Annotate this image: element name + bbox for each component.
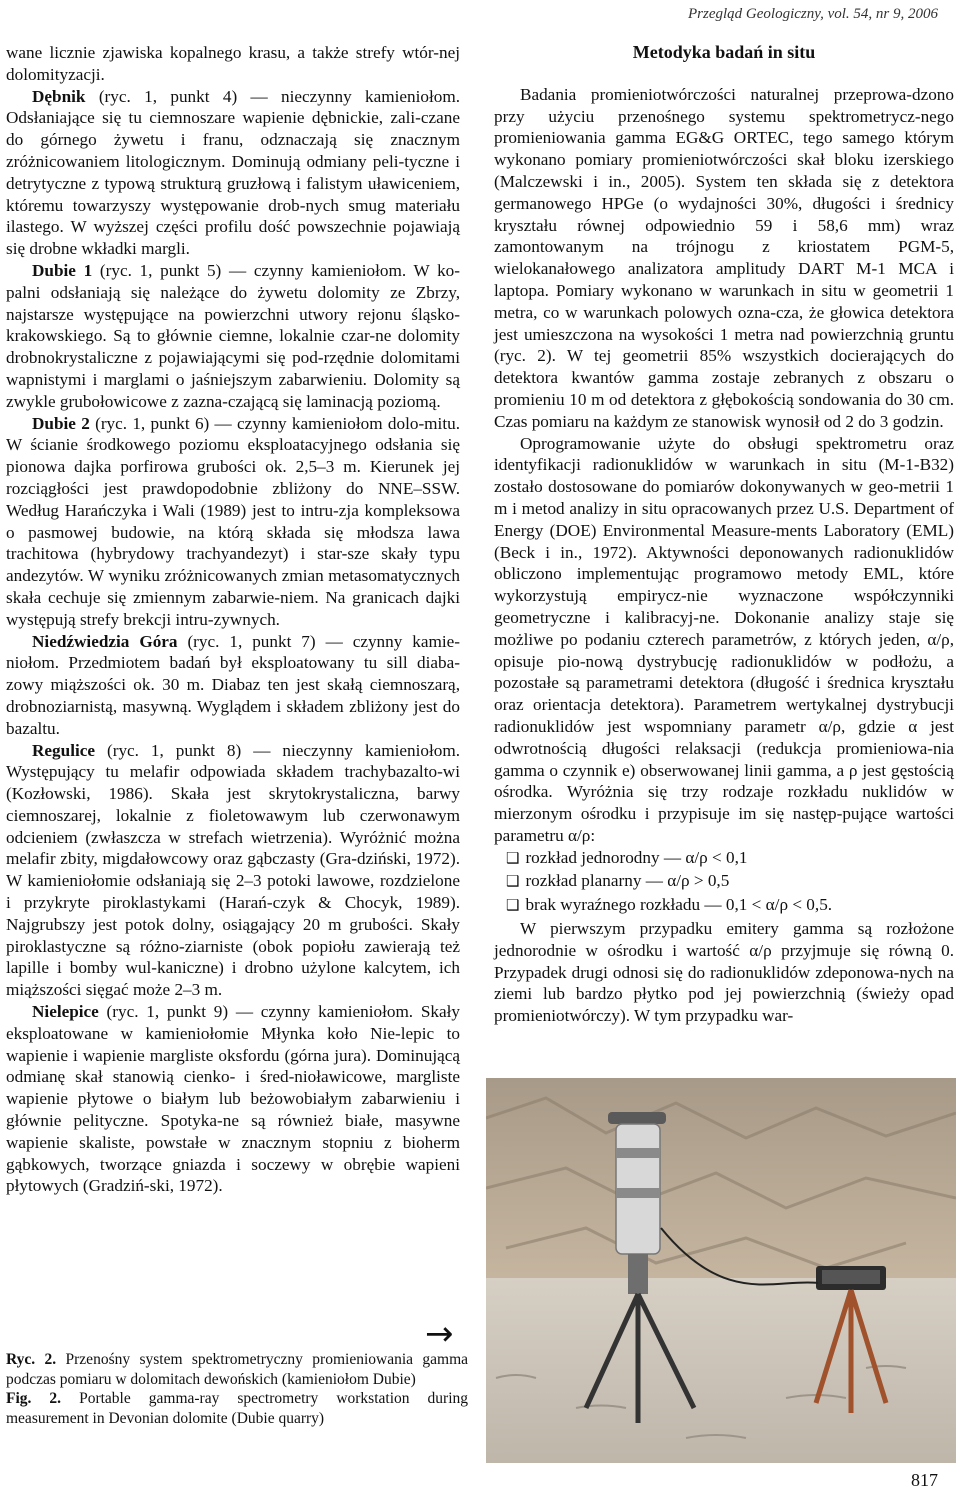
- figure-caption: [6, 1350, 468, 1428]
- paragraph-dubie-1: Dubie 1 (ryc. 1, punkt 5) — czynny kamieniołom. W ko-palni odsłaniają się należące do żywetu dolomity ze Zbrzy, najstarsze występujące na powierzchni utwory rejonu śląsko-krakowskiego. Są to głównie ciemne, lokalnie czar-ne dolomity drobnokrystaliczne z pojawiającymi się pod-rzędnie dolomitami wapnistymi i marglami o jaśniejszym zabarwieniu. Dolomity są zwykle grubołowicowe z zazna-czającą się laminacją poziomą.: [6, 260, 460, 411]
- list-item: ❑ rozkład planarny — α/ρ > 0,5: [506, 870, 954, 894]
- checkbox-bullet-icon: ❑: [506, 874, 520, 891]
- caption-english: Fig. 2. Portable gamma-ray spectrometry workstation during measurement in Devonian dolomite (Dubie quarry): [6, 1390, 469, 1427]
- page-number: 817: [911, 1470, 938, 1490]
- paragraph-niedzwiedzia-gora: Niedźwiedzia Góra (ryc. 1, punkt 7) — czynny kamie-niołom. Przedmiotem badań był eksploatowany tu sill diaba-zowy miąższości ok. 30 m. Diabaz ten jest skałą ciemnoszarą, drobnoziarnistą, masywną. Wyglądem i składem zbliżony jest do bazaltu.: [6, 631, 460, 738]
- rock-wall: [486, 1078, 956, 1298]
- paragraph-dubie-2: Dubie 2 (ryc. 1, punkt 6) — czynny kamieniołom dolo-mitu. W ścianie środkowego poziomu eksploatacyjnego odsłania się pionowa dajka porfirowa grubości ok. 2,5–3 m. Kierunek jej rozciągłości jest prawdopodobnie zbliżony do NNE–SSW. Według Harańczyka i Wali (1989) jest to intru-zja kompleksowa o pasmowej budowie, na którą składa się młodsza lawa trachitowa (hybrydowy trachyandezyt) i star-sze skały typu andezytów. W wyniku zróżnicowanych zmian metasomatycznych skała cechuje się zmiennym zabarwie-niem. Na granicach dajki występują strefy brekcji intru-zywnych.: [6, 413, 460, 629]
- paragraph-methods-3: W pierwszym przypadku emitery gamma są rozłożone jednorodnie w ośrodku i wartość α/ρ przyjmuje się równą 0. Przypadek drugi odnosi się do radionuklidów zdeponowa-nych na ziemi lub bardzo płytko pod jej powierzchnią (świeży opad promieniotwórczy). W tym przypadku war-: [494, 919, 954, 1026]
- paragraph-regulice: Regulice (ryc. 1, punkt 8) — nieczynny kamieniołom. Występujący tu melafir odpowiada składem trachybazalto-wi (Kozłowski, 1986). Skała jest skrytokrystaliczna, barwy ciemnoszarej, lokalnie z fioletowawym lub czerwonawym odcieniem (zwłaszcza w strefach wietrzenia). Wyróżnić można melafir zbity, migdałowcowy oraz gąbczasty (Gra-dziński, 1972). W kamieniołomie odsłaniają się 2–3 potoki lawowe, rozdzielone i przykryte piroklastykami (Harań-czyk & Chocyk, 1989). Najgrubszy jest potok dolny, osiągający 20 m grubości. Skały piroklastyczne są różno-ziarniste (obok popiołu zawierają też lapille i bomby wul-kaniczne) i drobno użylone kalcytem, ich miąższości sięgać może 2–3 m.: [6, 740, 460, 1000]
- paragraph: wane licznie zjawiska kopalnego krasu, a także strefy wtór-nej dolomityzacji.: [6, 43, 460, 84]
- left-column: [6, 42, 460, 1197]
- paragraph-nielepice: Nielepice (ryc. 1, punkt 9) — czynny kamieniołom. Skały eksploatowane w kamieniołomie Młynka koło Nie-lepic to wapienie i wapienie margliste oksfordu (górna jura). Dominującą odmianę skał stanowią cienko- i śred-nioławicowe, margliste wapienie płytowe o białym lub beżowobiałym zabarwieniu i głównie pelityczne. Spotyka-ne są również białe, masywne wapienie skaliste, powstałe w znacznym stopniu z bioherm gąbkowych, tworzące gniazda i soczewy w obrębie wapieni płytowych (Gradziń-ski, 1972).: [6, 1002, 460, 1196]
- list-item: ❑ rozkład jednorodny — α/ρ < 0,1: [506, 847, 954, 871]
- checkbox-bullet-icon: ❑: [506, 850, 520, 867]
- distribution-list: [506, 847, 954, 918]
- paragraph-methods-2: Oprogramowanie użyte do obsługi spektrometru oraz identyfikacji radionuklidów w warunkach in situ (M-1-B32) zostało dostosowane do pomiarów dokonywanych w geo-metrii 1 m i metod analizy in situ opracowanych przez U.S. Department of Energy (DOE) Environmental Measure-ments Laboratory (EML) (Beck i in., 1972). Aktywności deponowanych radionuklidów obliczono implementując programowo metody EML, które wykorzystują empirycz-nie wyznaczone współczynniki geometryczne i kalibracyj-ne. Dokonanie analizy staje się możliwe po podaniu czterech parametrów, z których jeden, α/ρ, opisuje pio-nową dystrybucję radionuklidów w podłożu, a pozostałe są parametrami detektora (długość i średnica kryształu oraz orientacja detektora). Parametrem wertykalnej dystrybucji radionuklidów jest wspomniany parametr α/ρ, gdzie α jest odwrotnością długości relaksacji (redukcja promieniowa-nia gamma o czynnik e) obserwowanej linii gamma, a ρ jest gęstością ośrodka. Wyróżnia się trzy rodzaje rozkładu nuklidów w mierzonym ośrodku i przypisuje im się następ-pujące wartości parametru α/ρ:: [494, 433, 954, 845]
- list-item: ❑ brak wyraźnego rozkładu — 0,1 < α/ρ < 0,5.: [506, 894, 954, 918]
- section-title: Metodyka badań in situ: [632, 42, 816, 62]
- checkbox-bullet-icon: ❑: [506, 898, 520, 915]
- right-column: [494, 42, 954, 1027]
- journal-header: Przegląd Geologiczny, vol. 54, nr 9, 2006: [688, 6, 938, 22]
- paragraph-methods-1: Badania promieniotwórczości naturalnej przeprowa-dzono przy użyciu przenośnego systemu spektrometrycz-nego promieniowania gamma EG&G ORTEC, tego samego którym wykonano pomiary promieniotwórczości skał bloku izerskiego (Malczewski i in., 2005). System ten składa się z detektora germanowego HPGe (o wydajności 30%, długości i średnicy kryształu równej odpowiednio 59 i 58,6 mm) wraz zamontowanym na trójnogu z kriostatem PGM-5, wielokanałowego analizatora amplitudy DART M-1 MCA i laptopa. Pomiary wykonano w warunkach in situ w geometrii 1 metra, co w warunkach polowych ozna-cza, że głowica detektora jest umieszczona na wysokości 1 metra nad powierzchnią gruntu (ryc. 2). W tej geometrii 85% wszystkich docierających do detektora kwantów gamma zostaje zebranych z obszaru o promieniu 10 m od detektora z głębokością sondowania do 30 cm. Czas pomiaru na każdym ze stanowisk wynosił od 2 do 3 godzin.: [494, 84, 954, 431]
- field-photo: [486, 1078, 956, 1463]
- paragraph-debnik: Dębnik (ryc. 1, punkt 4) — nieczynny kamieniołom. Odsłaniające się tu ciemnoszare wapienie dębnickie, zali-czane do górnego żywetu i franu, odznaczają się znacznym zróżnicowaniem litologicznym. Dominują odmiany peli-tyczne i detrytyczne z typową strukturą gruzłową i falistym uławiceniem, któremu towarzyszy występowanie drob-nych smug materiału ilastego. W wyższej części profilu dość powszechnie pojawiają się drobne wkładki margli.: [6, 86, 460, 259]
- arrow-right-icon: →: [425, 1314, 454, 1354]
- caption-polish: Ryc. 2. Przenośny system spektrometryczny promieniowania gamma podczas pomiaru w dolomitach dewońskich (kamieniołom Dubie): [6, 1351, 469, 1388]
